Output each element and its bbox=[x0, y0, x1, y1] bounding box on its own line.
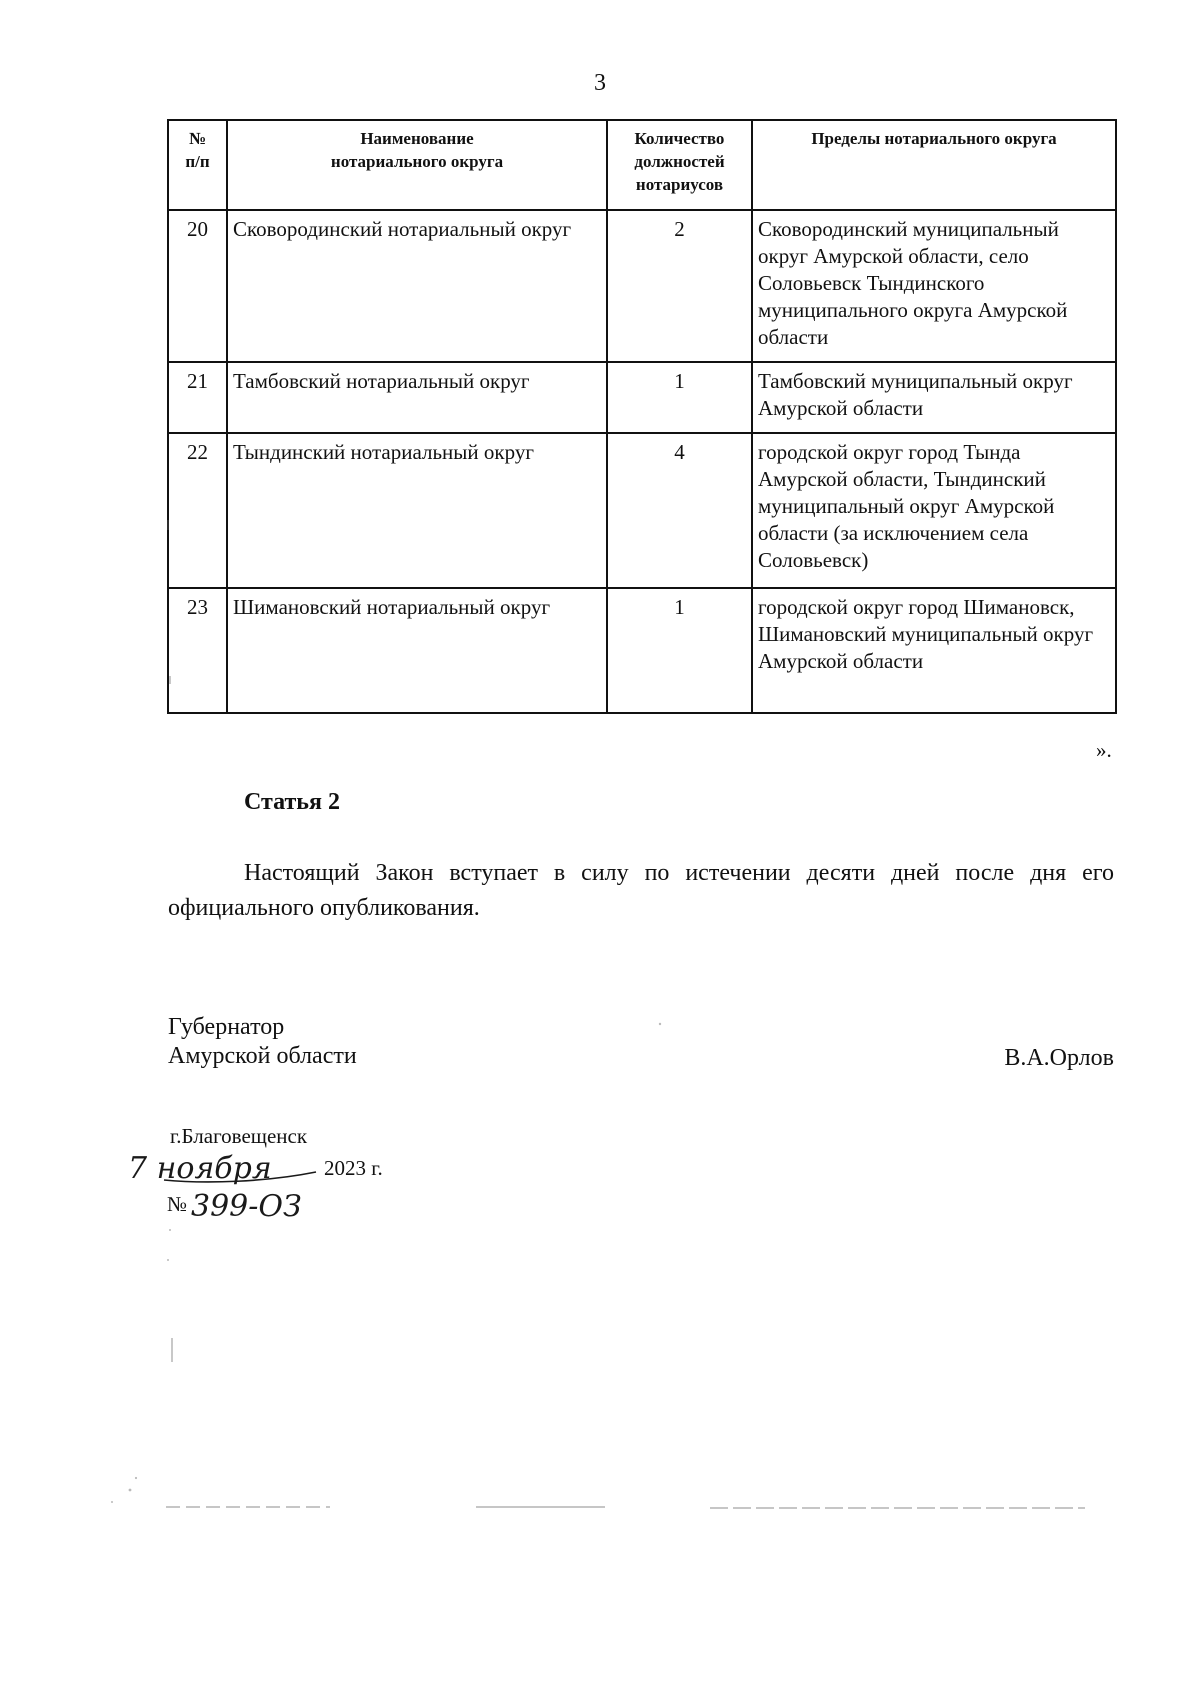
row-num: 22 bbox=[168, 433, 227, 588]
handwritten-date bbox=[126, 1152, 322, 1190]
notarial-districts-table bbox=[167, 119, 1117, 714]
row-num: 21 bbox=[168, 362, 227, 433]
row-notary-count: 1 bbox=[607, 362, 752, 433]
handwritten-number-image bbox=[189, 1186, 339, 1226]
article-text: Настоящий Закон вступает в силу по истечении десяти дней после дня его официального опубликования. bbox=[168, 860, 1114, 921]
row-district-name: Тындинский нотариальный округ bbox=[227, 433, 607, 588]
signing-date bbox=[126, 1152, 526, 1186]
row-notary-count: 2 bbox=[607, 210, 752, 362]
signatory-title: Губернатор Амурской области bbox=[168, 1014, 357, 1069]
article-title: Статья 2 bbox=[244, 789, 340, 815]
row-notary-count: 1 bbox=[607, 588, 752, 713]
svg-text:399-ОЗ: 399-ОЗ bbox=[191, 1189, 302, 1224]
signatory-name: В.А.Орлов bbox=[1004, 1045, 1114, 1071]
row-district-limits: городской округ город Тында Амурской области, Тындинский муниципальный округ Амурской области (за исключением села Соловьевск) bbox=[752, 433, 1116, 588]
row-num: 23 bbox=[168, 588, 227, 713]
header-count: Количество должностей нотариусов bbox=[607, 120, 752, 210]
handwritten-date-image bbox=[126, 1152, 322, 1186]
number-sign: № bbox=[167, 1192, 188, 1216]
row-district-limits: Сковородинский муниципальный округ Амурской области, село Соловьевск Тындинского муниципального округа Амурской области bbox=[752, 210, 1116, 362]
table-row bbox=[168, 362, 1116, 433]
row-notary-count: 4 bbox=[607, 433, 752, 588]
header-num: № п/п bbox=[168, 120, 227, 210]
header-limits: Пределы нотариального округа bbox=[752, 120, 1116, 210]
row-district-limits: Тамбовский муниципальный округ Амурской области bbox=[752, 362, 1116, 433]
svg-text:7 ноября: 7 ноября bbox=[128, 1152, 272, 1186]
closing-quote: ». bbox=[1096, 738, 1112, 762]
row-district-name: Шимановский нотариальный округ bbox=[227, 588, 607, 713]
signing-year: 2023 г. bbox=[324, 1156, 383, 1180]
table-header-row bbox=[168, 120, 1116, 210]
row-district-name: Сковородинский нотариальный округ bbox=[227, 210, 607, 362]
row-district-name: Тамбовский нотариальный округ bbox=[227, 362, 607, 433]
row-num: 20 bbox=[168, 210, 227, 362]
table-row bbox=[168, 210, 1116, 362]
signing-city: г.Благовещенск bbox=[170, 1124, 308, 1148]
page-number: 3 bbox=[594, 70, 606, 96]
law-number bbox=[167, 1190, 467, 1224]
handwritten-number bbox=[189, 1186, 339, 1230]
table-row bbox=[168, 433, 1116, 588]
table-row bbox=[168, 588, 1116, 713]
header-name: Наименование нотариального округа bbox=[227, 120, 607, 210]
row-district-limits: городской округ город Шимановск, Шимановский муниципальный округ Амурской области bbox=[752, 588, 1116, 713]
